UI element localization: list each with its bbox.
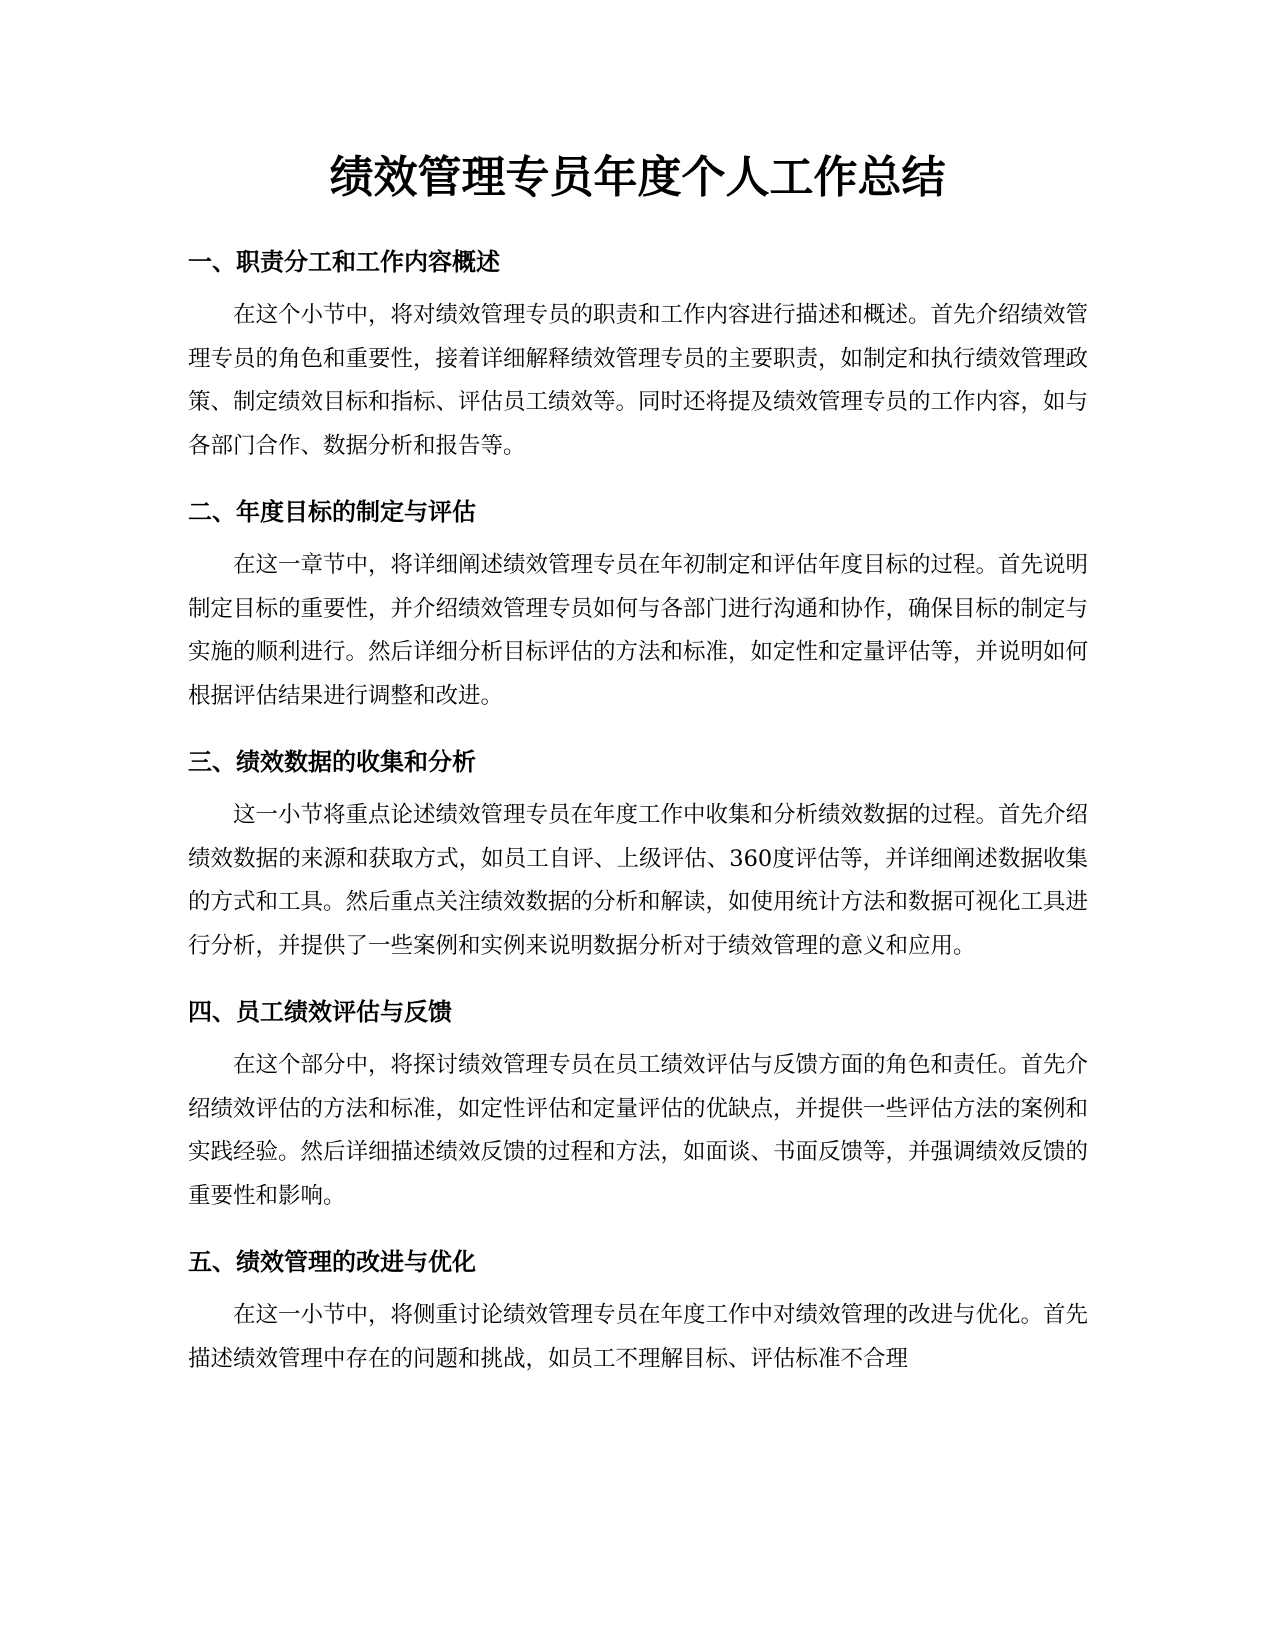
section-heading: 四、员工绩效评估与反馈: [188, 998, 452, 1026]
section-heading: 一、职责分工和工作内容概述: [188, 248, 500, 276]
section-1: [188, 240, 1088, 468]
document-title: 绩效管理专员年度个人工作总结: [329, 152, 946, 203]
section-3: [188, 740, 1088, 968]
section-paragraph: 在这一章节中，将详细阐述绩效管理专员在年初制定和评估年度目标的过程。首先说明制定目标的重要性，并介绍绩效管理专员如何与各部门进行沟通和协作，确保目标的制定与实施的顺利进行。然后详细分析目标评估的方法和标准，如定性和定量评估等，并说明如何根据评估结果进行调整和改进。: [188, 552, 1089, 709]
document-body: [188, 240, 1088, 1403]
section-heading: 二、年度目标的制定与评估: [188, 498, 476, 526]
section-paragraph: 在这一小节中，将侧重讨论绩效管理专员在年度工作中对绩效管理的改进与优化。首先描述绩效管理中存在的问题和挑战，如员工不理解目标、评估标准不合理: [188, 1302, 1089, 1372]
section-heading: 三、绩效数据的收集和分析: [188, 748, 476, 776]
section-2: [188, 490, 1088, 718]
section-paragraph: 这一小节将重点论述绩效管理专员在年度工作中收集和分析绩效数据的过程。首先介绍绩效数据的来源和获取方式，如员工自评、上级评估、360度评估等，并详细阐述数据收集的方式和工具。然后重点关注绩效数据的分析和解读，如使用统计方法和数据可视化工具进行分析，并提供了一些案例和实例来说明数据分析对于绩效管理的意义和应用。: [188, 802, 1089, 959]
section-5: [188, 1240, 1088, 1381]
section-heading: 五、绩效管理的改进与优化: [188, 1248, 476, 1276]
section-paragraph: 在这个部分中，将探讨绩效管理专员在员工绩效评估与反馈方面的角色和责任。首先介绍绩效评估的方法和标准，如定性评估和定量评估的优缺点，并提供一些评估方法的案例和实践经验。然后详细描述绩效反馈的过程和方法，如面谈、书面反馈等，并强调绩效反馈的重要性和影响。: [188, 1052, 1089, 1209]
section-4: [188, 990, 1088, 1218]
section-paragraph: 在这个小节中，将对绩效管理专员的职责和工作内容进行描述和概述。首先介绍绩效管理专员的角色和重要性，接着详细解释绩效管理专员的主要职责，如制定和执行绩效管理政策、制定绩效目标和指标、评估员工绩效等。同时还将提及绩效管理专员的工作内容，如与各部门合作、数据分析和报告等。: [188, 302, 1089, 459]
